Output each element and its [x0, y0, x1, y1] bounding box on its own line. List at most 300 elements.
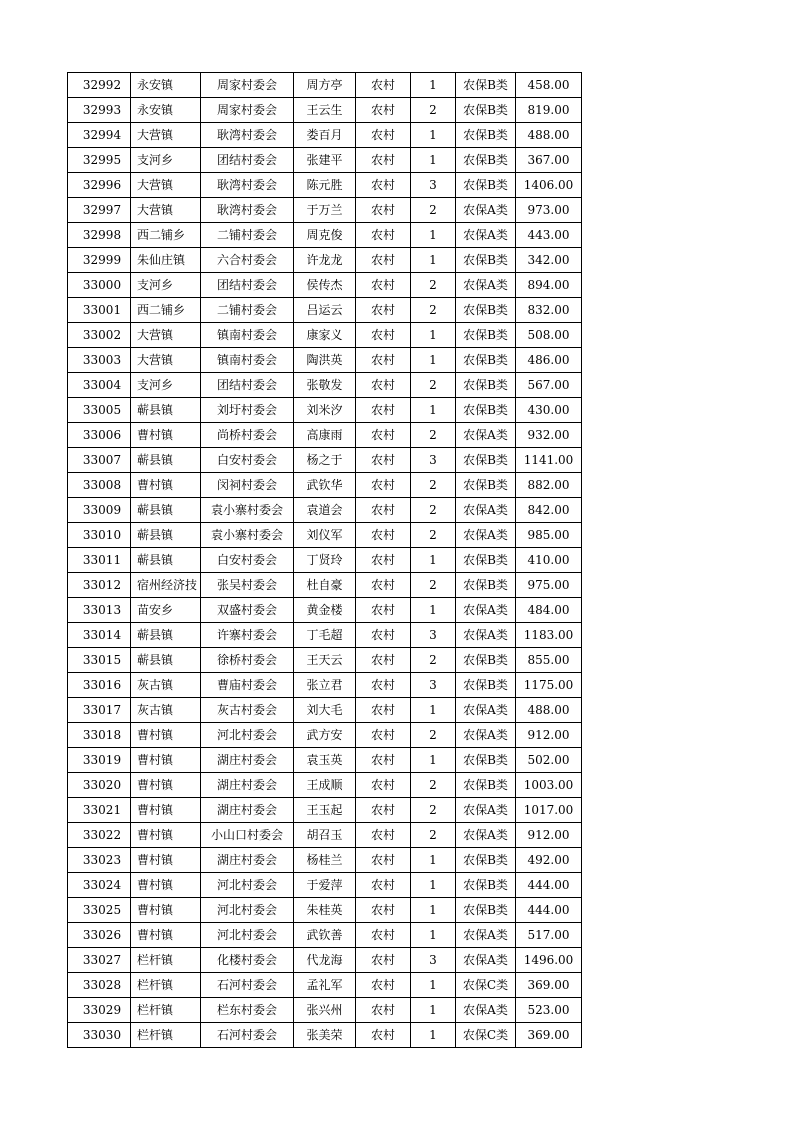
- table-row: [68, 348, 582, 373]
- id-cell: 33001: [68, 298, 131, 323]
- table-row: [68, 698, 582, 723]
- village-cell: 湖庄村委会: [201, 773, 294, 798]
- amount-cell: 430.00: [516, 398, 582, 423]
- town-cell: 朱仙庄镇: [131, 248, 201, 273]
- count-cell: 2: [411, 198, 456, 223]
- table-row: [68, 773, 582, 798]
- id-cell: 33019: [68, 748, 131, 773]
- area-type-cell: 农村: [356, 148, 411, 173]
- name-cell: 胡召玉: [294, 823, 356, 848]
- area-type-cell: 农村: [356, 398, 411, 423]
- id-cell: 33027: [68, 948, 131, 973]
- id-cell: 33025: [68, 898, 131, 923]
- table-row: [68, 523, 582, 548]
- area-type-cell: 农村: [356, 573, 411, 598]
- name-cell: 袁玉英: [294, 748, 356, 773]
- count-cell: 1: [411, 923, 456, 948]
- id-cell: 33022: [68, 823, 131, 848]
- table-row: [68, 848, 582, 873]
- amount-cell: 985.00: [516, 523, 582, 548]
- village-cell: 曹庙村委会: [201, 673, 294, 698]
- area-type-cell: 农村: [356, 473, 411, 498]
- table-row: [68, 223, 582, 248]
- count-cell: 1: [411, 998, 456, 1023]
- town-cell: 西二铺乡: [131, 223, 201, 248]
- name-cell: 朱桂英: [294, 898, 356, 923]
- category-cell: 农保B类: [456, 123, 516, 148]
- village-cell: 团结村委会: [201, 148, 294, 173]
- category-cell: 农保B类: [456, 348, 516, 373]
- amount-cell: 882.00: [516, 473, 582, 498]
- town-cell: 曹村镇: [131, 898, 201, 923]
- village-cell: 栏东村委会: [201, 998, 294, 1023]
- amount-cell: 975.00: [516, 573, 582, 598]
- id-cell: 33000: [68, 273, 131, 298]
- amount-cell: 832.00: [516, 298, 582, 323]
- count-cell: 1: [411, 323, 456, 348]
- id-cell: 33021: [68, 798, 131, 823]
- count-cell: 1: [411, 148, 456, 173]
- name-cell: 康家义: [294, 323, 356, 348]
- area-type-cell: 农村: [356, 773, 411, 798]
- table-row: [68, 873, 582, 898]
- name-cell: 刘米汐: [294, 398, 356, 423]
- area-type-cell: 农村: [356, 648, 411, 673]
- table-row: [68, 98, 582, 123]
- table-row: [68, 123, 582, 148]
- count-cell: 2: [411, 98, 456, 123]
- town-cell: 栏杆镇: [131, 1023, 201, 1048]
- id-cell: 33011: [68, 548, 131, 573]
- count-cell: 1: [411, 248, 456, 273]
- village-cell: 双盛村委会: [201, 598, 294, 623]
- category-cell: 农保B类: [456, 548, 516, 573]
- name-cell: 武方安: [294, 723, 356, 748]
- id-cell: 33003: [68, 348, 131, 373]
- id-cell: 33002: [68, 323, 131, 348]
- village-cell: 镇南村委会: [201, 323, 294, 348]
- id-cell: 33015: [68, 648, 131, 673]
- name-cell: 陈元胜: [294, 173, 356, 198]
- id-cell: 33023: [68, 848, 131, 873]
- count-cell: 3: [411, 448, 456, 473]
- town-cell: 曹村镇: [131, 773, 201, 798]
- category-cell: 农保B类: [456, 73, 516, 98]
- table-row: [68, 798, 582, 823]
- town-cell: 大营镇: [131, 348, 201, 373]
- name-cell: 杨之于: [294, 448, 356, 473]
- id-cell: 33009: [68, 498, 131, 523]
- count-cell: 3: [411, 948, 456, 973]
- category-cell: 农保A类: [456, 798, 516, 823]
- town-cell: 苗安乡: [131, 598, 201, 623]
- town-cell: 曹村镇: [131, 823, 201, 848]
- town-cell: 曹村镇: [131, 723, 201, 748]
- village-cell: 耿湾村委会: [201, 173, 294, 198]
- amount-cell: 932.00: [516, 423, 582, 448]
- table-row: [68, 898, 582, 923]
- table-row: [68, 723, 582, 748]
- name-cell: 王成顺: [294, 773, 356, 798]
- village-cell: 许寨村委会: [201, 623, 294, 648]
- id-cell: 32995: [68, 148, 131, 173]
- count-cell: 1: [411, 223, 456, 248]
- village-cell: 袁小寨村委会: [201, 498, 294, 523]
- name-cell: 刘大毛: [294, 698, 356, 723]
- village-cell: 张吴村委会: [201, 573, 294, 598]
- village-cell: 徐桥村委会: [201, 648, 294, 673]
- category-cell: 农保A类: [456, 923, 516, 948]
- name-cell: 于万兰: [294, 198, 356, 223]
- table-row: [68, 173, 582, 198]
- town-cell: 宿州经济技: [131, 573, 201, 598]
- category-cell: 农保A类: [456, 498, 516, 523]
- category-cell: 农保A类: [456, 948, 516, 973]
- amount-cell: 443.00: [516, 223, 582, 248]
- amount-cell: 1141.00: [516, 448, 582, 473]
- village-cell: 石河村委会: [201, 973, 294, 998]
- name-cell: 武钦善: [294, 923, 356, 948]
- village-cell: 河北村委会: [201, 923, 294, 948]
- village-cell: 石河村委会: [201, 1023, 294, 1048]
- table-row: [68, 748, 582, 773]
- village-cell: 白安村委会: [201, 448, 294, 473]
- town-cell: 曹村镇: [131, 798, 201, 823]
- category-cell: 农保B类: [456, 398, 516, 423]
- table-row: [68, 473, 582, 498]
- area-type-cell: 农村: [356, 173, 411, 198]
- count-cell: 2: [411, 823, 456, 848]
- town-cell: 栏杆镇: [131, 998, 201, 1023]
- name-cell: 代龙海: [294, 948, 356, 973]
- village-cell: 耿湾村委会: [201, 123, 294, 148]
- count-cell: 2: [411, 523, 456, 548]
- village-cell: 白安村委会: [201, 548, 294, 573]
- village-cell: 团结村委会: [201, 273, 294, 298]
- table-row: [68, 948, 582, 973]
- table-row: [68, 973, 582, 998]
- area-type-cell: 农村: [356, 723, 411, 748]
- count-cell: 2: [411, 573, 456, 598]
- area-type-cell: 农村: [356, 948, 411, 973]
- table-row: [68, 648, 582, 673]
- table-row: [68, 148, 582, 173]
- benefit-table: [67, 72, 582, 1048]
- amount-cell: 444.00: [516, 898, 582, 923]
- category-cell: 农保A类: [456, 423, 516, 448]
- name-cell: 刘仪军: [294, 523, 356, 548]
- amount-cell: 502.00: [516, 748, 582, 773]
- town-cell: 大营镇: [131, 323, 201, 348]
- town-cell: 蕲县镇: [131, 523, 201, 548]
- id-cell: 33024: [68, 873, 131, 898]
- area-type-cell: 农村: [356, 348, 411, 373]
- count-cell: 1: [411, 973, 456, 998]
- table-row: [68, 73, 582, 98]
- amount-cell: 912.00: [516, 723, 582, 748]
- count-cell: 1: [411, 698, 456, 723]
- amount-cell: 1496.00: [516, 948, 582, 973]
- category-cell: 农保B类: [456, 298, 516, 323]
- amount-cell: 484.00: [516, 598, 582, 623]
- category-cell: 农保B类: [456, 98, 516, 123]
- category-cell: 农保B类: [456, 248, 516, 273]
- village-cell: 河北村委会: [201, 898, 294, 923]
- category-cell: 农保C类: [456, 973, 516, 998]
- town-cell: 永安镇: [131, 98, 201, 123]
- name-cell: 张敬发: [294, 373, 356, 398]
- area-type-cell: 农村: [356, 923, 411, 948]
- amount-cell: 517.00: [516, 923, 582, 948]
- table-row: [68, 248, 582, 273]
- name-cell: 丁贤玲: [294, 548, 356, 573]
- village-cell: 闵祠村委会: [201, 473, 294, 498]
- town-cell: 蕲县镇: [131, 548, 201, 573]
- table-row: [68, 573, 582, 598]
- table-row: [68, 673, 582, 698]
- village-cell: 化楼村委会: [201, 948, 294, 973]
- count-cell: 1: [411, 1023, 456, 1048]
- id-cell: 32998: [68, 223, 131, 248]
- amount-cell: 410.00: [516, 548, 582, 573]
- amount-cell: 855.00: [516, 648, 582, 673]
- village-cell: 刘圩村委会: [201, 398, 294, 423]
- count-cell: 2: [411, 423, 456, 448]
- table-row: [68, 823, 582, 848]
- amount-cell: 523.00: [516, 998, 582, 1023]
- count-cell: 3: [411, 673, 456, 698]
- table-row: [68, 273, 582, 298]
- count-cell: 2: [411, 798, 456, 823]
- count-cell: 2: [411, 373, 456, 398]
- village-cell: 湖庄村委会: [201, 748, 294, 773]
- area-type-cell: 农村: [356, 123, 411, 148]
- category-cell: 农保A类: [456, 998, 516, 1023]
- id-cell: 33008: [68, 473, 131, 498]
- town-cell: 灰古镇: [131, 673, 201, 698]
- id-cell: 33006: [68, 423, 131, 448]
- id-cell: 32997: [68, 198, 131, 223]
- town-cell: 曹村镇: [131, 473, 201, 498]
- town-cell: 蕲县镇: [131, 623, 201, 648]
- town-cell: 蕲县镇: [131, 648, 201, 673]
- amount-cell: 458.00: [516, 73, 582, 98]
- area-type-cell: 农村: [356, 673, 411, 698]
- id-cell: 33028: [68, 973, 131, 998]
- area-type-cell: 农村: [356, 298, 411, 323]
- category-cell: 农保A类: [456, 198, 516, 223]
- amount-cell: 1183.00: [516, 623, 582, 648]
- id-cell: 32993: [68, 98, 131, 123]
- village-cell: 尚桥村委会: [201, 423, 294, 448]
- category-cell: 农保B类: [456, 748, 516, 773]
- table-row: [68, 448, 582, 473]
- category-cell: 农保B类: [456, 323, 516, 348]
- town-cell: 蕲县镇: [131, 398, 201, 423]
- area-type-cell: 农村: [356, 323, 411, 348]
- amount-cell: 367.00: [516, 148, 582, 173]
- town-cell: 蕲县镇: [131, 498, 201, 523]
- town-cell: 曹村镇: [131, 748, 201, 773]
- id-cell: 33018: [68, 723, 131, 748]
- category-cell: 农保C类: [456, 1023, 516, 1048]
- amount-cell: 567.00: [516, 373, 582, 398]
- table-row: [68, 623, 582, 648]
- town-cell: 永安镇: [131, 73, 201, 98]
- id-cell: 33030: [68, 1023, 131, 1048]
- table-row: [68, 373, 582, 398]
- count-cell: 2: [411, 498, 456, 523]
- id-cell: 32999: [68, 248, 131, 273]
- count-cell: 1: [411, 848, 456, 873]
- name-cell: 袁道会: [294, 498, 356, 523]
- category-cell: 农保A类: [456, 223, 516, 248]
- amount-cell: 894.00: [516, 273, 582, 298]
- category-cell: 农保A类: [456, 598, 516, 623]
- count-cell: 2: [411, 298, 456, 323]
- amount-cell: 819.00: [516, 98, 582, 123]
- area-type-cell: 农村: [356, 448, 411, 473]
- name-cell: 于爱萍: [294, 873, 356, 898]
- name-cell: 高康雨: [294, 423, 356, 448]
- name-cell: 张美荣: [294, 1023, 356, 1048]
- village-cell: 河北村委会: [201, 873, 294, 898]
- area-type-cell: 农村: [356, 798, 411, 823]
- amount-cell: 1003.00: [516, 773, 582, 798]
- name-cell: 许龙龙: [294, 248, 356, 273]
- area-type-cell: 农村: [356, 973, 411, 998]
- area-type-cell: 农村: [356, 198, 411, 223]
- category-cell: 农保B类: [456, 648, 516, 673]
- id-cell: 33029: [68, 998, 131, 1023]
- category-cell: 农保B类: [456, 573, 516, 598]
- name-cell: 丁毛超: [294, 623, 356, 648]
- count-cell: 1: [411, 598, 456, 623]
- table-body: [68, 73, 582, 1048]
- area-type-cell: 农村: [356, 98, 411, 123]
- town-cell: 栏杆镇: [131, 948, 201, 973]
- id-cell: 32992: [68, 73, 131, 98]
- name-cell: 张建平: [294, 148, 356, 173]
- id-cell: 32996: [68, 173, 131, 198]
- category-cell: 农保A类: [456, 523, 516, 548]
- village-cell: 二铺村委会: [201, 298, 294, 323]
- count-cell: 2: [411, 773, 456, 798]
- count-cell: 3: [411, 623, 456, 648]
- area-type-cell: 农村: [356, 223, 411, 248]
- category-cell: 农保B类: [456, 673, 516, 698]
- count-cell: 1: [411, 873, 456, 898]
- area-type-cell: 农村: [356, 748, 411, 773]
- area-type-cell: 农村: [356, 598, 411, 623]
- area-type-cell: 农村: [356, 373, 411, 398]
- id-cell: 33005: [68, 398, 131, 423]
- amount-cell: 486.00: [516, 348, 582, 373]
- category-cell: 农保A类: [456, 723, 516, 748]
- count-cell: 1: [411, 123, 456, 148]
- area-type-cell: 农村: [356, 1023, 411, 1048]
- category-cell: 农保A类: [456, 273, 516, 298]
- name-cell: 侯传杰: [294, 273, 356, 298]
- category-cell: 农保A类: [456, 823, 516, 848]
- village-cell: 湖庄村委会: [201, 848, 294, 873]
- town-cell: 栏杆镇: [131, 973, 201, 998]
- count-cell: 1: [411, 748, 456, 773]
- category-cell: 农保B类: [456, 173, 516, 198]
- count-cell: 2: [411, 273, 456, 298]
- town-cell: 支河乡: [131, 148, 201, 173]
- id-cell: 33013: [68, 598, 131, 623]
- amount-cell: 369.00: [516, 973, 582, 998]
- town-cell: 灰古镇: [131, 698, 201, 723]
- town-cell: 大营镇: [131, 123, 201, 148]
- id-cell: 33026: [68, 923, 131, 948]
- count-cell: 1: [411, 898, 456, 923]
- village-cell: 周家村委会: [201, 98, 294, 123]
- name-cell: 陶洪英: [294, 348, 356, 373]
- area-type-cell: 农村: [356, 273, 411, 298]
- amount-cell: 842.00: [516, 498, 582, 523]
- name-cell: 周克俊: [294, 223, 356, 248]
- name-cell: 娄百月: [294, 123, 356, 148]
- name-cell: 王玉起: [294, 798, 356, 823]
- amount-cell: 508.00: [516, 323, 582, 348]
- amount-cell: 912.00: [516, 823, 582, 848]
- table-row: [68, 323, 582, 348]
- area-type-cell: 农村: [356, 698, 411, 723]
- id-cell: 33017: [68, 698, 131, 723]
- id-cell: 33016: [68, 673, 131, 698]
- town-cell: 支河乡: [131, 273, 201, 298]
- amount-cell: 342.00: [516, 248, 582, 273]
- area-type-cell: 农村: [356, 548, 411, 573]
- name-cell: 杜自豪: [294, 573, 356, 598]
- category-cell: 农保B类: [456, 148, 516, 173]
- count-cell: 1: [411, 548, 456, 573]
- name-cell: 张立君: [294, 673, 356, 698]
- town-cell: 大营镇: [131, 198, 201, 223]
- town-cell: 曹村镇: [131, 848, 201, 873]
- area-type-cell: 农村: [356, 998, 411, 1023]
- table-row: [68, 498, 582, 523]
- name-cell: 武钦华: [294, 473, 356, 498]
- amount-cell: 488.00: [516, 123, 582, 148]
- name-cell: 王云生: [294, 98, 356, 123]
- town-cell: 曹村镇: [131, 923, 201, 948]
- village-cell: 周家村委会: [201, 73, 294, 98]
- id-cell: 33007: [68, 448, 131, 473]
- area-type-cell: 农村: [356, 73, 411, 98]
- count-cell: 1: [411, 73, 456, 98]
- amount-cell: 973.00: [516, 198, 582, 223]
- table-row: [68, 298, 582, 323]
- table-row: [68, 398, 582, 423]
- town-cell: 曹村镇: [131, 873, 201, 898]
- name-cell: 黄金楼: [294, 598, 356, 623]
- id-cell: 32994: [68, 123, 131, 148]
- village-cell: 湖庄村委会: [201, 798, 294, 823]
- id-cell: 33010: [68, 523, 131, 548]
- id-cell: 33004: [68, 373, 131, 398]
- village-cell: 小山口村委会: [201, 823, 294, 848]
- table-row: [68, 198, 582, 223]
- village-cell: 镇南村委会: [201, 348, 294, 373]
- category-cell: 农保A类: [456, 623, 516, 648]
- category-cell: 农保B类: [456, 373, 516, 398]
- category-cell: 农保B类: [456, 448, 516, 473]
- town-cell: 大营镇: [131, 173, 201, 198]
- area-type-cell: 农村: [356, 848, 411, 873]
